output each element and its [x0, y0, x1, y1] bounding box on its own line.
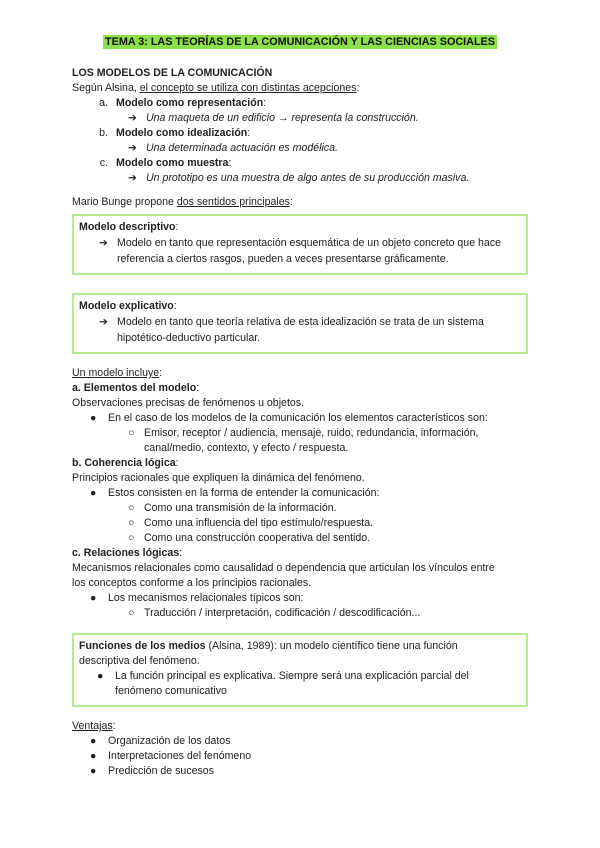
box-text: descriptiva del fenómeno.: [79, 655, 200, 667]
spacer: [72, 354, 528, 366]
box-text: hipotético-deductivo particular.: [117, 332, 261, 344]
document-page: [72, 36, 528, 779]
circle-bullet-icon: ○: [128, 502, 135, 514]
colon: :: [159, 367, 163, 379]
box-text: Modelo en tanto que teoría relativa de esta idealización se trata de un sistema: [117, 316, 484, 328]
circle-bullet-icon: ○: [128, 517, 135, 529]
sub-bullet-text: Como una construcción cooperativa del sentido.: [144, 532, 371, 544]
relations-heading: [72, 546, 528, 561]
colon: :: [289, 196, 293, 208]
elements-desc: Observaciones precisas de fenómenos u objetos.: [72, 397, 305, 409]
bullet-icon: ●: [90, 487, 97, 499]
bullet-item: [72, 734, 528, 749]
incluye-heading: [72, 366, 528, 381]
arrow-icon: ➔: [128, 112, 137, 124]
box-line: [79, 314, 521, 330]
colon: :: [263, 97, 267, 109]
example-text: Una determinada actuación es modélica.: [146, 142, 338, 154]
colon: :: [175, 457, 179, 469]
bullet-item: [72, 764, 528, 779]
intro-text: Según Alsina,: [72, 82, 140, 94]
example-text: Un prototipo es una muestra de algo antes de su producción masiva.: [146, 172, 470, 184]
colon: :: [173, 300, 177, 312]
list-label: a.: [99, 97, 108, 109]
example-row: [72, 141, 528, 156]
spacer: [72, 275, 528, 289]
functions-box: [72, 633, 528, 707]
intro-colon: :: [356, 82, 360, 94]
list-label: c.: [99, 157, 108, 169]
box-text: Modelo en tanto que representación esquemática de un objeto concreto que hace: [117, 237, 501, 249]
box-title-text: Modelo explicativo: [79, 300, 174, 312]
item-title: Modelo como representación: [116, 97, 264, 109]
list-item: [72, 96, 528, 111]
bunge-text: Mario Bunge propone: [72, 196, 177, 208]
sub-bullet-text: canal/medio, contexto, y efecto / respuesta.: [144, 442, 349, 454]
explicativo-box: [72, 293, 528, 354]
colon: :: [247, 127, 251, 139]
spacer: [72, 621, 528, 629]
list-item: [72, 126, 528, 141]
example-text: Una maqueta de un edificio → representa la construcción.: [146, 112, 419, 124]
heading-text: a. Elementos del modelo: [72, 382, 197, 394]
sub-bullet-item: [72, 531, 528, 546]
bullet-item: [72, 486, 528, 501]
example-row: [72, 111, 528, 126]
bullet-item: [79, 669, 521, 684]
sub-bullet-item: [72, 516, 528, 531]
sub-bullet-item: [72, 441, 528, 456]
bullet-text: Interpretaciones del fenómeno: [108, 750, 252, 762]
bullet-item: [72, 591, 528, 606]
arrow-icon: ➔: [99, 316, 108, 328]
descriptive-box: [72, 214, 528, 275]
bullet-icon: ●: [90, 592, 97, 604]
bullet-icon: ●: [97, 670, 104, 682]
circle-bullet-icon: ○: [128, 427, 135, 439]
colon: :: [112, 720, 116, 732]
acepciones-list: [72, 96, 528, 186]
example-row: [72, 171, 528, 186]
circle-bullet-icon: ○: [128, 607, 135, 619]
colon: :: [196, 382, 200, 394]
box-text: : un modelo científico tiene una función: [273, 640, 458, 652]
bullet-text: Los mecanismos relacionales típicos son:: [108, 592, 304, 604]
bullet-text: Predicción de sucesos: [108, 765, 214, 777]
box-title-text: Modelo descriptivo: [79, 221, 176, 233]
relations-desc: Mecanismos relacionales como causalidad o dependencia que articulan los vínculos entre: [72, 562, 495, 574]
bullet-text: Organización de los datos: [108, 735, 231, 747]
bullet-icon: ●: [90, 765, 97, 777]
box-title: [79, 220, 521, 235]
bullet-icon: ●: [90, 735, 97, 747]
spacer: [99, 251, 117, 267]
colon: :: [179, 547, 183, 559]
coherence-desc: Principios racionales que expliquen la dinámica del fenómeno.: [72, 472, 365, 484]
bullet-item: [72, 411, 528, 426]
spacer: [99, 330, 117, 346]
incluye-underlined: Un modelo incluye: [72, 367, 160, 379]
sub-bullet-item: [72, 501, 528, 516]
spacer: [72, 186, 528, 195]
section-intro: [72, 81, 528, 96]
bullet-item: [79, 684, 521, 699]
bullet-text: fenómeno comunicativo: [115, 685, 227, 697]
coherence-heading: [72, 456, 528, 471]
heading-text: b. Coherencia lógica: [72, 457, 176, 469]
bullet-text: Estos consisten en la forma de entender la comunicación:: [108, 487, 380, 499]
list-item: [72, 156, 528, 171]
box-text: referencia a ciertos rasgos, pueden a veces presentarse gráficamente.: [117, 253, 449, 265]
bunge-intro: [72, 195, 528, 210]
sub-bullet-text: Traducción / interpretación, codificación / descodificación...: [144, 607, 421, 619]
heading-text: c. Relaciones lógicas: [72, 547, 180, 559]
citation: (Alsina, 1989): [205, 640, 274, 652]
bullet-icon: ●: [90, 750, 97, 762]
relations-desc: los conceptos conforme a los principios racionales.: [72, 577, 312, 589]
bullet-text: En el caso de los modelos de la comunicación los elementos característicos son:: [108, 412, 488, 424]
bunge-underlined: dos sentidos principales: [176, 196, 290, 208]
box-title-text: Funciones de los medios: [79, 640, 206, 652]
bullet-icon: ●: [90, 412, 97, 424]
section-heading: LOS MODELOS DE LA COMUNICACIÓN: [72, 67, 273, 79]
arrow-icon: ➔: [99, 237, 108, 249]
list-label: b.: [99, 127, 108, 139]
title-wrap: [72, 36, 528, 48]
ventajas-underlined: Ventajas: [72, 720, 113, 732]
ventajas-heading: [72, 719, 528, 734]
arrow-icon: ➔: [128, 142, 137, 154]
bullet-item: [72, 749, 528, 764]
bullet-text: La función principal es explicativa. Siempre será una explicación parcial del: [115, 670, 469, 682]
box-title: [79, 299, 521, 314]
spacer: [128, 441, 144, 456]
spacer: [97, 684, 115, 699]
colon: :: [228, 157, 232, 169]
item-title: Modelo como muestra: [116, 157, 229, 169]
elements-heading: [72, 381, 528, 396]
box-line: [79, 235, 521, 251]
circle-bullet-icon: ○: [128, 532, 135, 544]
sub-bullet-text: Como una influencia del tipo estímulo/respuesta.: [144, 517, 374, 529]
box-line: [79, 330, 521, 346]
item-title: Modelo como idealización: [116, 127, 248, 139]
sub-bullet-item: [72, 606, 528, 621]
sub-bullet-item: [72, 426, 528, 441]
arrow-icon: ➔: [128, 172, 137, 184]
spacer: [72, 707, 528, 719]
sub-bullet-text: Como una transmisión de la información.: [144, 502, 337, 514]
box-line: [79, 251, 521, 267]
page-title: TEMA 3: LAS TEORÍAS DE LA COMUNICACIÓN Y LAS CIENCIAS SOCIALES: [105, 36, 495, 48]
sub-bullet-text: Emisor, receptor / audiencia, mensaje, ruido, redundancia, información,: [144, 427, 479, 439]
intro-underlined: el concepto se utiliza con distintas acepciones: [139, 82, 357, 94]
colon: :: [175, 221, 179, 233]
box-title: [79, 639, 521, 654]
